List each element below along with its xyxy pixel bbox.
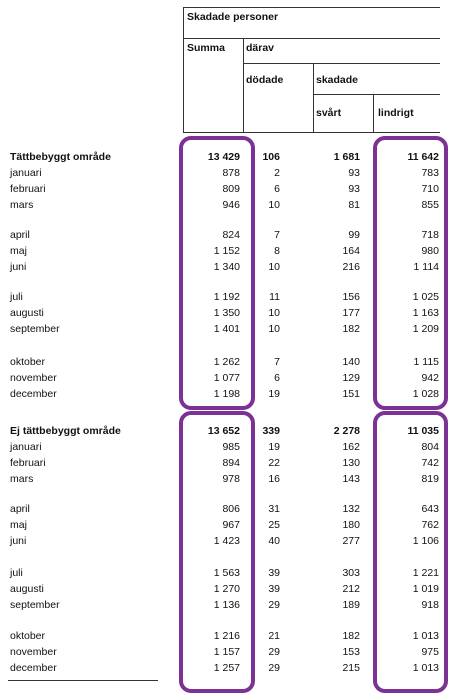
- cell-svart: 153: [342, 646, 360, 658]
- cell-dodade: 2: [274, 167, 280, 179]
- cell-lindrigt: 762: [421, 519, 439, 531]
- month-label: januari: [10, 441, 42, 453]
- cell-dodade: 7: [274, 229, 280, 241]
- cell-dodade: 40: [268, 535, 280, 547]
- month-label: september: [10, 599, 60, 611]
- header-divider-3: [313, 63, 314, 133]
- cell-dodade: 29: [268, 662, 280, 674]
- header-svart: svårt: [316, 107, 342, 119]
- cell-dodade: 11: [269, 291, 280, 303]
- cell-summa: 1 257: [213, 662, 240, 674]
- month-label: december: [10, 388, 57, 400]
- total-svart: 1 681: [333, 151, 360, 163]
- header-summa: Summa: [187, 42, 225, 54]
- month-label: januari: [10, 167, 42, 179]
- section-total-row: [0, 150, 451, 165]
- month-label: maj: [10, 519, 27, 531]
- month-label: maj: [10, 245, 27, 257]
- cell-summa: 985: [222, 441, 240, 453]
- table-row: [0, 645, 451, 660]
- cell-summa: 894: [222, 457, 240, 469]
- cell-svart: 156: [342, 291, 360, 303]
- cell-lindrigt: 819: [421, 473, 439, 485]
- table-row: [0, 387, 451, 402]
- month-label: mars: [10, 473, 34, 485]
- table-row: [0, 228, 451, 243]
- table-row: [0, 534, 451, 549]
- cell-summa: 1 563: [213, 567, 240, 579]
- cell-svart: 143: [342, 473, 360, 485]
- cell-summa: 1 423: [213, 535, 240, 547]
- month-label: oktober: [10, 356, 46, 368]
- header-rule-3: [313, 94, 440, 95]
- cell-svart: 129: [342, 372, 360, 384]
- cell-summa: 806: [222, 503, 240, 515]
- cell-lindrigt: 804: [421, 441, 439, 453]
- month-label: november: [10, 372, 57, 384]
- table-row: [0, 306, 451, 321]
- header-divider-1: [183, 7, 184, 133]
- cell-svart: 132: [342, 503, 360, 515]
- cell-dodade: 10: [268, 261, 280, 273]
- cell-lindrigt: 975: [421, 646, 439, 658]
- cell-lindrigt: 1 013: [412, 662, 439, 674]
- cell-summa: 809: [222, 183, 240, 195]
- cell-dodade: 25: [268, 519, 280, 531]
- month-label: februari: [10, 183, 46, 195]
- month-label: oktober: [10, 630, 46, 642]
- cell-dodade: 6: [274, 183, 280, 195]
- cell-lindrigt: 783: [421, 167, 439, 179]
- cell-lindrigt: 643: [421, 503, 439, 515]
- cell-dodade: 6: [274, 372, 280, 384]
- month-label: augusti: [10, 307, 44, 319]
- table-row: [0, 472, 451, 487]
- header-lindrigt: lindrigt: [378, 107, 414, 119]
- total-dodade: 339: [262, 425, 280, 437]
- cell-svart: 189: [342, 599, 360, 611]
- cell-dodade: 22: [268, 457, 280, 469]
- header-top-rule: [183, 7, 440, 8]
- cell-summa: 1 262: [213, 356, 240, 368]
- table-row: [0, 440, 451, 455]
- cell-summa: 978: [222, 473, 240, 485]
- cell-dodade: 10: [268, 199, 280, 211]
- cell-summa: 878: [222, 167, 240, 179]
- cell-lindrigt: 718: [421, 229, 439, 241]
- header-title: Skadade personer: [187, 11, 279, 23]
- table-row: [0, 502, 451, 517]
- table-row: [0, 582, 451, 597]
- cell-svart: 162: [342, 441, 360, 453]
- month-label: februari: [10, 457, 46, 469]
- cell-summa: 1 216: [213, 630, 240, 642]
- cell-summa: 1 198: [213, 388, 240, 400]
- cell-dodade: 16: [268, 473, 280, 485]
- table-row: [0, 661, 451, 676]
- header-rule-2: [243, 63, 440, 64]
- month-label: april: [10, 503, 30, 515]
- cell-svart: 182: [342, 630, 360, 642]
- month-label: april: [10, 229, 30, 241]
- cell-lindrigt: 1 221: [412, 567, 439, 579]
- section-title: Tättbebyggt område: [10, 151, 111, 163]
- header-rule-1: [183, 38, 440, 39]
- cell-summa: 1 152: [213, 245, 240, 257]
- month-label: juli: [10, 567, 23, 579]
- cell-svart: 140: [342, 356, 360, 368]
- month-label: juni: [10, 261, 27, 273]
- cell-lindrigt: 1 106: [412, 535, 439, 547]
- table-row: [0, 518, 451, 533]
- cell-dodade: 29: [268, 599, 280, 611]
- cell-svart: 277: [342, 535, 360, 547]
- cell-dodade: 10: [268, 307, 280, 319]
- month-label: september: [10, 323, 60, 335]
- cell-lindrigt: 1 114: [413, 261, 439, 273]
- cell-summa: 1 136: [213, 599, 240, 611]
- total-dodade: 106: [262, 151, 280, 163]
- cell-lindrigt: 1 163: [412, 307, 439, 319]
- cell-summa: 1 270: [213, 583, 240, 595]
- cell-lindrigt: 1 115: [413, 356, 439, 368]
- cell-lindrigt: 742: [421, 457, 439, 469]
- section-total-row: [0, 424, 451, 439]
- cell-svart: 81: [348, 199, 360, 211]
- cell-dodade: 19: [268, 441, 280, 453]
- cell-lindrigt: 1 209: [412, 323, 439, 335]
- total-summa: 13 429: [207, 151, 240, 163]
- cell-summa: 1 340: [213, 261, 240, 273]
- month-label: mars: [10, 199, 34, 211]
- cell-lindrigt: 710: [421, 183, 439, 195]
- total-lindrigt: 11 035: [407, 425, 439, 437]
- cell-dodade: 19: [268, 388, 280, 400]
- table-row: [0, 598, 451, 613]
- header-darav: därav: [246, 42, 275, 54]
- cell-svart: 303: [342, 567, 360, 579]
- total-svart: 2 278: [333, 425, 360, 437]
- section-title: Ej tättbebyggt område: [10, 425, 121, 437]
- month-label: november: [10, 646, 57, 658]
- cell-summa: 1 077: [213, 372, 240, 384]
- cell-dodade: 31: [268, 503, 280, 515]
- total-summa: 13 652: [207, 425, 240, 437]
- cell-dodade: 39: [268, 583, 280, 595]
- total-lindrigt: 11 642: [407, 151, 439, 163]
- cell-svart: 215: [342, 662, 360, 674]
- table-row: [0, 371, 451, 386]
- cell-svart: 180: [342, 519, 360, 531]
- table-row: [0, 198, 451, 213]
- cell-svart: 164: [342, 245, 360, 257]
- cell-lindrigt: 1 028: [412, 388, 439, 400]
- header-dodade: dödade: [246, 74, 284, 86]
- cell-lindrigt: 855: [421, 199, 439, 211]
- table-row: [0, 290, 451, 305]
- table-row: [0, 322, 451, 337]
- cell-summa: 1 192: [213, 291, 240, 303]
- table-row: [0, 166, 451, 181]
- cell-svart: 93: [348, 183, 360, 195]
- table-row: [0, 566, 451, 581]
- cell-dodade: 21: [268, 630, 280, 642]
- cell-lindrigt: 980: [421, 245, 439, 257]
- table-row: [0, 629, 451, 644]
- month-label: juli: [10, 291, 23, 303]
- cell-summa: 1 350: [213, 307, 240, 319]
- table-row: [0, 182, 451, 197]
- cell-summa: 946: [222, 199, 240, 211]
- month-label: december: [10, 662, 57, 674]
- table-row: [0, 260, 451, 275]
- month-label: juni: [10, 535, 27, 547]
- cell-lindrigt: 918: [421, 599, 439, 611]
- table-row: [0, 456, 451, 471]
- table-bottom-rule: [8, 680, 158, 681]
- header-divider-4: [373, 94, 374, 133]
- table-row: [0, 355, 451, 370]
- cell-dodade: 8: [274, 245, 280, 257]
- cell-svart: 216: [342, 261, 360, 273]
- cell-svart: 182: [342, 323, 360, 335]
- cell-lindrigt: 942: [421, 372, 439, 384]
- cell-dodade: 29: [268, 646, 280, 658]
- cell-summa: 1 401: [213, 323, 240, 335]
- header-skadade: skadade: [316, 74, 359, 86]
- header-bottom-rule: [183, 132, 440, 133]
- cell-svart: 151: [342, 388, 360, 400]
- cell-summa: 1 157: [213, 646, 240, 658]
- cell-dodade: 7: [274, 356, 280, 368]
- cell-dodade: 10: [268, 323, 280, 335]
- cell-summa: 824: [222, 229, 240, 241]
- cell-lindrigt: 1 013: [412, 630, 439, 642]
- cell-svart: 177: [342, 307, 360, 319]
- cell-dodade: 39: [268, 567, 280, 579]
- cell-summa: 967: [222, 519, 240, 531]
- table-row: [0, 244, 451, 259]
- cell-svart: 130: [342, 457, 360, 469]
- cell-svart: 99: [348, 229, 360, 241]
- month-label: augusti: [10, 583, 44, 595]
- cell-lindrigt: 1 019: [412, 583, 439, 595]
- header-divider-2: [243, 38, 244, 133]
- cell-svart: 212: [342, 583, 360, 595]
- cell-lindrigt: 1 025: [412, 291, 439, 303]
- cell-svart: 93: [348, 167, 360, 179]
